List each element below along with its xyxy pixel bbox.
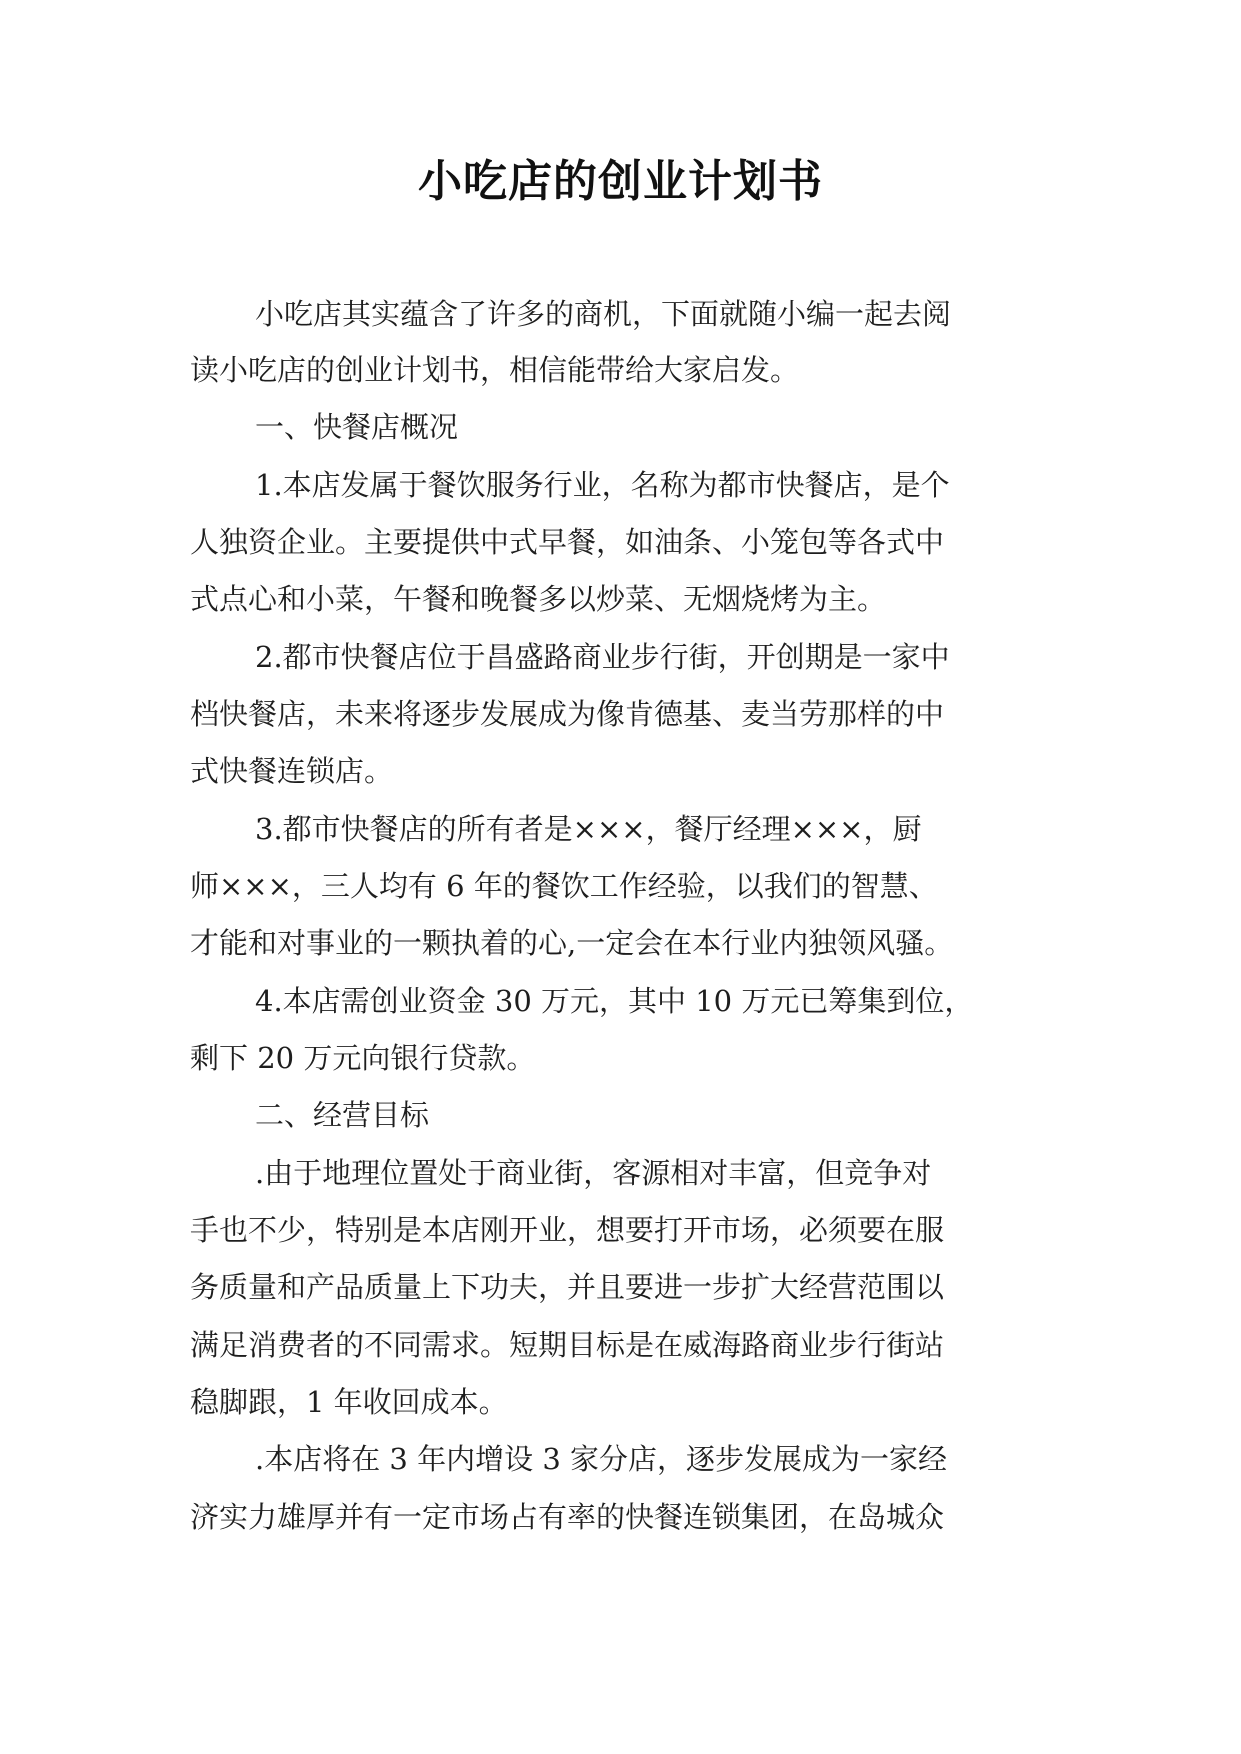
paragraph-line: 4.本店需创业资金 30 万元，其中 10 万元已筹集到位， bbox=[255, 984, 974, 1018]
paragraph-line: 3.都市快餐店的所有者是×××，餐厅经理×××，厨 bbox=[255, 812, 922, 846]
paragraph-line: 人独资企业。主要提供中式早餐，如油条、小笼包等各式中 bbox=[190, 525, 945, 559]
paragraph-line: 务质量和产品质量上下功夫，并且要进一步扩大经营范围以 bbox=[190, 1270, 945, 1304]
paragraph-line: 济实力雄厚并有一定市场占有率的快餐连锁集团，在岛城众 bbox=[190, 1500, 945, 1534]
paragraph-line: 才能和对事业的一颗执着的心,一定会在本行业内独领风骚。 bbox=[190, 926, 954, 960]
paragraph-line: 稳脚跟，1 年收回成本。 bbox=[190, 1385, 508, 1419]
paragraph-line: .由于地理位置处于商业街，客源相对丰富，但竞争对 bbox=[255, 1156, 932, 1190]
document-title: 小吃店的创业计划书 bbox=[418, 156, 823, 207]
paragraph-line: 小吃店其实蕴含了许多的商机，下面就随小编一起去阅 bbox=[255, 297, 952, 331]
paragraph-line: 剩下 20 万元向银行贷款。 bbox=[190, 1041, 536, 1075]
paragraph-line: 满足消费者的不同需求。短期目标是在威海路商业步行街站 bbox=[190, 1328, 945, 1362]
paragraph-line: 读小吃店的创业计划书，相信能带给大家启发。 bbox=[190, 353, 800, 387]
paragraph-line: 档快餐店，未来将逐步发展成为像肯德基、麦当劳那样的中 bbox=[190, 697, 945, 731]
paragraph-line: 师×××，三人均有 6 年的餐饮工作经验，以我们的智慧、 bbox=[190, 869, 938, 903]
section-heading: 二、经营目标 bbox=[255, 1098, 430, 1132]
paragraph-line: 1.本店发属于餐饮服务行业，名称为都市快餐店，是个 bbox=[255, 468, 950, 502]
paragraph-line: 式快餐连锁店。 bbox=[190, 754, 394, 788]
paragraph-line: 式点心和小菜，午餐和晚餐多以炒菜、无烟烧烤为主。 bbox=[190, 582, 887, 616]
paragraph-line: 手也不少，特别是本店刚开业，想要打开市场，必须要在服 bbox=[190, 1213, 945, 1247]
paragraph-line: 2.都市快餐店位于昌盛路商业步行街，开创期是一家中 bbox=[255, 640, 950, 674]
paragraph-line: .本店将在 3 年内增设 3 家分店，逐步发展成为一家经 bbox=[255, 1442, 947, 1476]
section-heading: 一、快餐店概况 bbox=[255, 410, 459, 444]
